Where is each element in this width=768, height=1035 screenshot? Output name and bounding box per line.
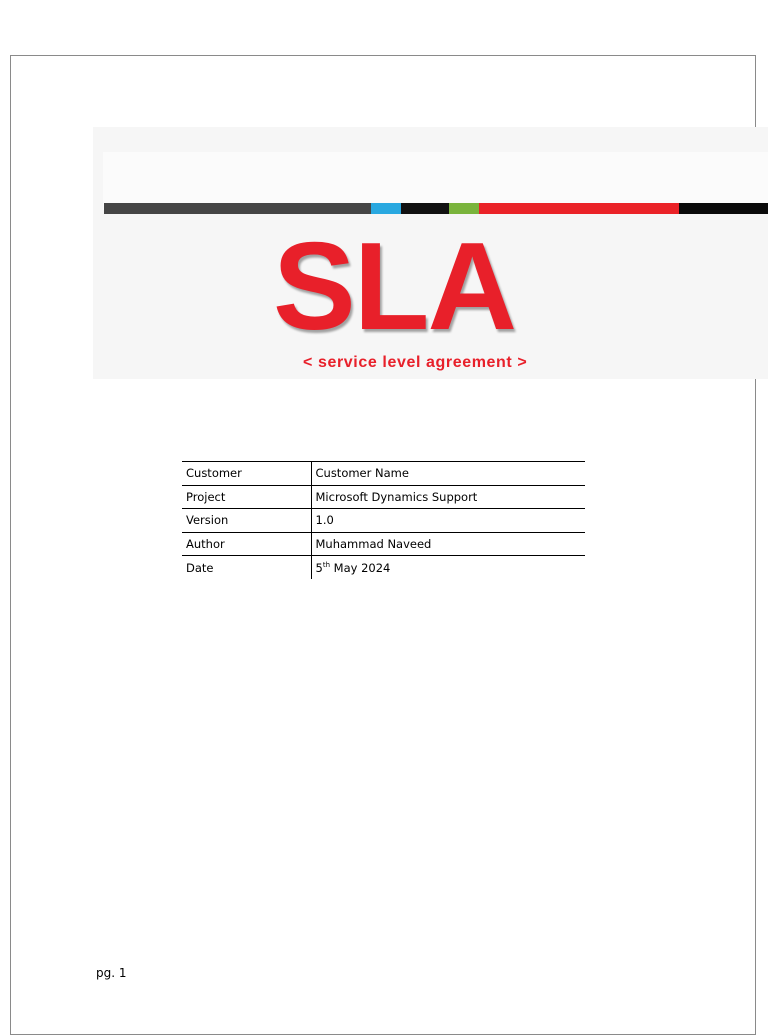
stripe-segment <box>371 203 401 214</box>
stripe-segment <box>449 203 479 214</box>
page-number: pg. 1 <box>96 966 127 980</box>
stripe-segment <box>479 203 679 214</box>
row-value-customer: Customer Name <box>311 462 585 486</box>
color-stripe <box>104 203 768 214</box>
sla-logo-text: SLA <box>273 218 515 356</box>
table-row <box>182 532 585 556</box>
document-info-table <box>182 461 585 579</box>
row-label-version: Version <box>182 509 311 533</box>
date-month-year: May 2024 <box>330 560 391 575</box>
date-ordinal-suffix: th <box>322 560 331 569</box>
date-day: 5 <box>315 560 323 575</box>
row-label-customer: Customer <box>182 462 311 486</box>
stripe-segment <box>401 203 449 214</box>
stripe-segment <box>679 203 768 214</box>
row-value-date <box>311 556 585 580</box>
sla-logo-subtitle: < service level agreement > <box>303 354 528 371</box>
sla-banner-image <box>93 127 768 379</box>
table-row <box>182 556 585 580</box>
table-row <box>182 509 585 533</box>
table-row <box>182 485 585 509</box>
row-label-date: Date <box>182 556 311 580</box>
banner-background <box>103 152 768 210</box>
row-label-author: Author <box>182 532 311 556</box>
row-value-version: 1.0 <box>311 509 585 533</box>
row-value-project: Microsoft Dynamics Support <box>311 485 585 509</box>
stripe-segment <box>104 203 371 214</box>
row-value-author: Muhammad Naveed <box>311 532 585 556</box>
row-label-project: Project <box>182 485 311 509</box>
table-row <box>182 462 585 486</box>
